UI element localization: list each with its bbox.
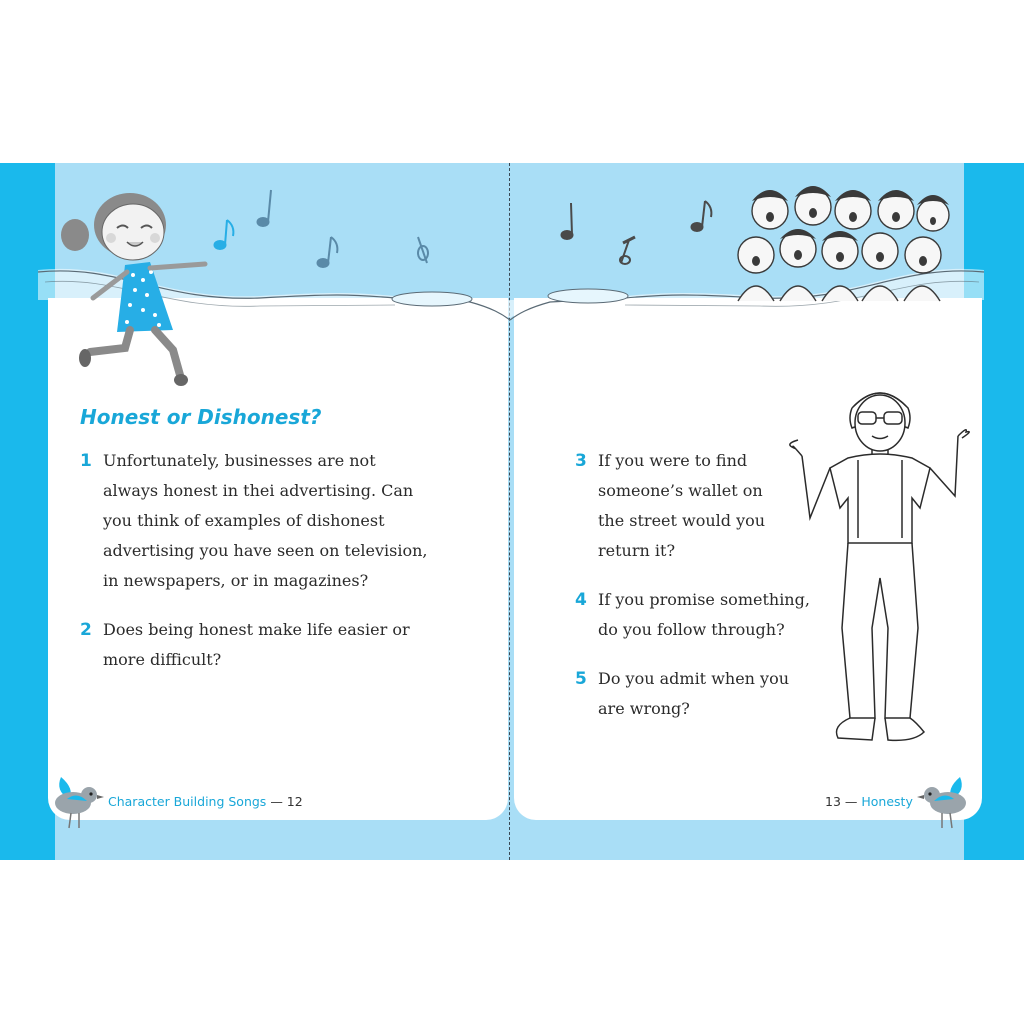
question-line: you think of examples of dishonest — [103, 511, 385, 530]
footer-dash: — — [844, 794, 858, 809]
question-number: 4 — [575, 590, 587, 610]
book-title: Character Building Songs — [108, 794, 267, 809]
question-text — [598, 585, 810, 645]
question-line: If you promise something, — [598, 590, 810, 609]
question-text — [103, 615, 410, 675]
book-spine — [509, 163, 510, 860]
question-1 — [80, 451, 480, 601]
question-line: someone’s wallet on — [598, 481, 763, 500]
music-notes-left — [205, 185, 445, 275]
question-line: return it? — [598, 541, 676, 560]
question-line: are wrong? — [598, 699, 690, 718]
question-line: do you follow through? — [598, 620, 785, 639]
question-4 — [575, 590, 820, 650]
question-line: Do you admit when you — [598, 669, 790, 688]
question-3 — [575, 451, 795, 571]
question-5 — [575, 669, 815, 729]
page-title: Honest or Dishonest? — [80, 405, 322, 429]
music-notes-right — [555, 195, 725, 270]
question-number: 2 — [80, 620, 92, 640]
question-line: more difficult? — [103, 650, 222, 669]
question-number: 5 — [575, 669, 587, 689]
question-text — [103, 446, 428, 596]
bird-icon — [914, 773, 974, 833]
question-line: Unfortunately, businesses are not — [103, 451, 376, 470]
question-line: Does being honest make life easier or — [103, 620, 410, 639]
left-page-edge — [0, 163, 55, 860]
left-footer — [108, 794, 303, 809]
question-text — [598, 446, 765, 566]
question-number: 1 — [80, 451, 92, 471]
section-name: Honesty — [861, 794, 913, 809]
question-line: always honest in thei advertising. Can — [103, 481, 414, 500]
question-2 — [80, 620, 480, 680]
page-number: 13 — [825, 794, 841, 809]
question-line: the street would you — [598, 511, 766, 530]
question-line: in newspapers, or in magazines? — [103, 571, 369, 590]
question-line: advertising you have seen on television, — [103, 541, 428, 560]
question-text — [598, 664, 789, 724]
question-line: If you were to find — [598, 451, 748, 470]
dancing-girl-illustration — [55, 180, 225, 395]
right-footer — [825, 794, 913, 809]
footer-dash: — — [270, 794, 283, 809]
bird-icon — [47, 773, 107, 833]
choir-illustration — [728, 183, 960, 301]
question-number: 3 — [575, 451, 587, 471]
page-number: 12 — [286, 794, 303, 809]
